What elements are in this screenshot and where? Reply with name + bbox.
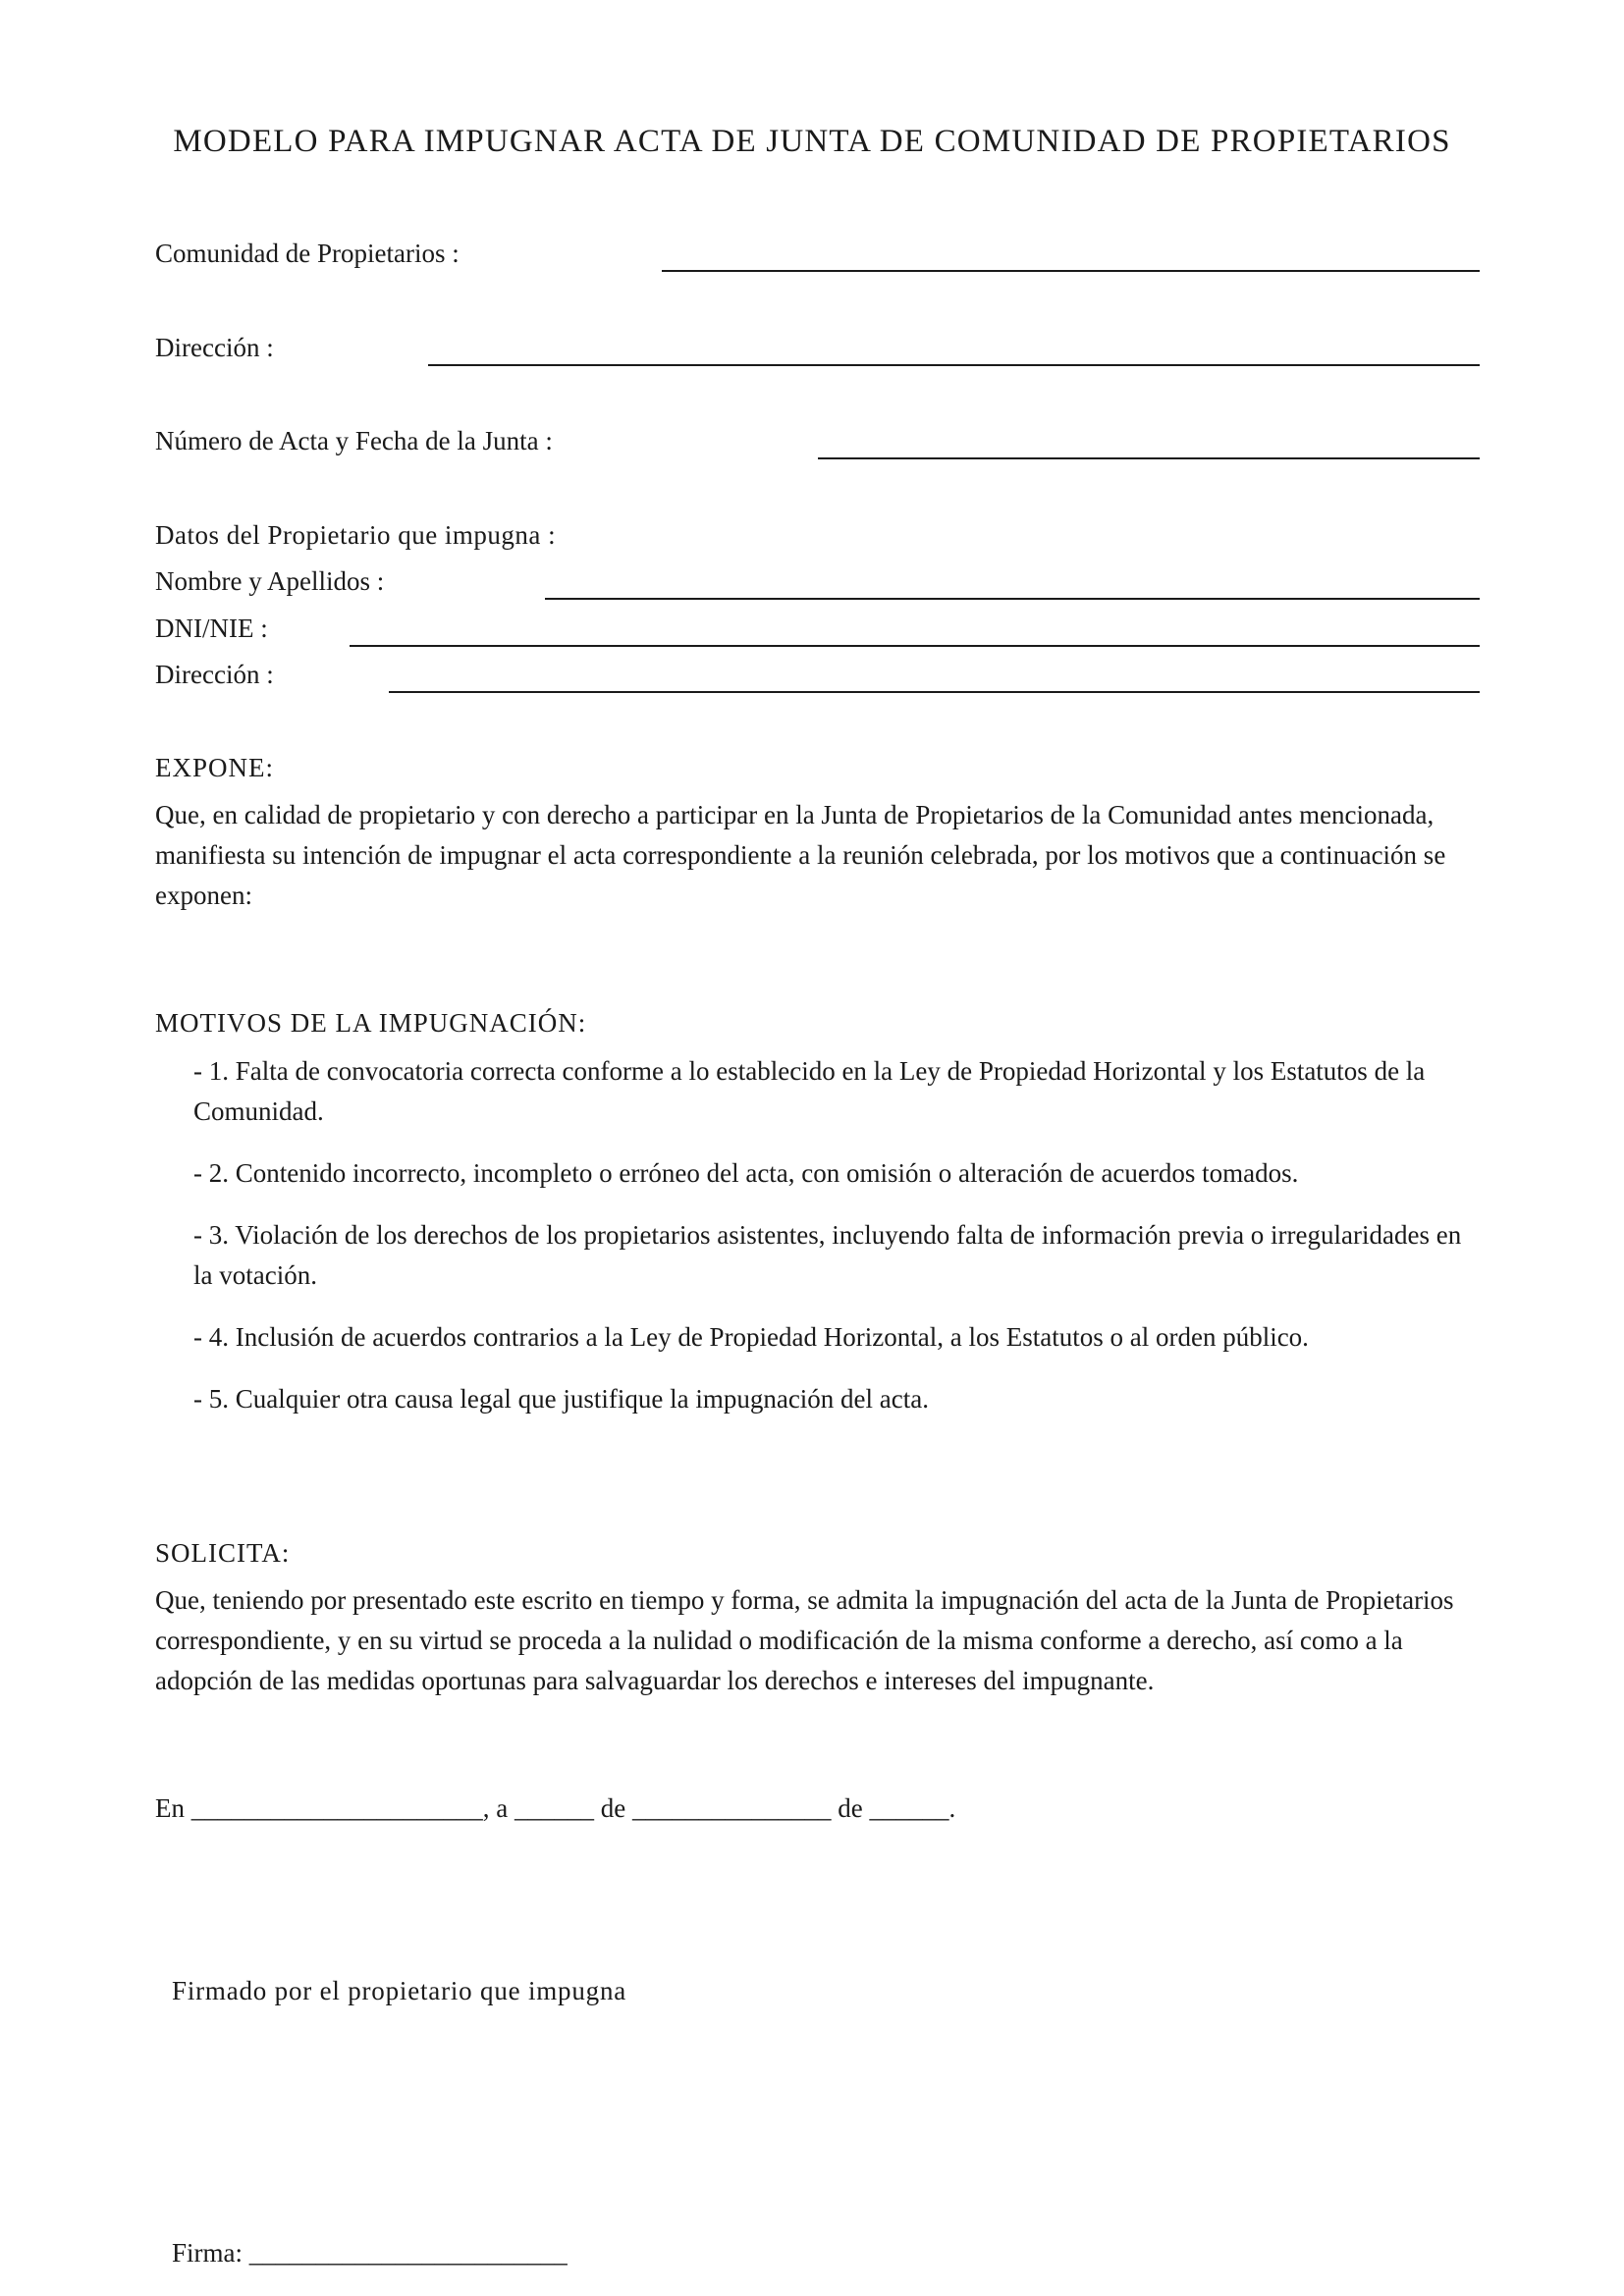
direccion-comunidad-label: Dirección : bbox=[155, 333, 274, 362]
comunidad-label: Comunidad de Propietarios : bbox=[155, 239, 460, 268]
solicita-text: Que, teniendo por presentado este escrito en tiempo y forma, se admita la impugnación del acta de la Junta de Propietarios correspondiente, y en su virtud se proceda a la nulidad o modificación de la misma conforme a derecho, así como a la adopción de las medidas oportunas para salvaguardar los derechos e intereses del impugnante. bbox=[155, 1585, 1454, 1695]
datos-propietario-label: Datos del Propietario que impugna : bbox=[155, 520, 557, 550]
firma-line[interactable]: Firma: ________________________ bbox=[172, 2238, 568, 2268]
comunidad-field-line[interactable] bbox=[662, 270, 1480, 272]
solicita-heading: SOLICITA: bbox=[155, 1538, 291, 1568]
direccion-comunidad-field-line[interactable] bbox=[428, 364, 1480, 366]
document-title: MODELO PARA IMPUGNAR ACTA DE JUNTA DE COMUNIDAD DE PROPIETARIOS bbox=[173, 124, 1451, 159]
firmado-text: Firmado por el propietario que impugna bbox=[172, 1976, 627, 2005]
dni-field-line[interactable] bbox=[350, 645, 1480, 647]
motivo-item: - 5. Cualquier otra causa legal que justifique la impugnación del acta. bbox=[193, 1384, 929, 1414]
expone-heading: EXPONE: bbox=[155, 753, 274, 782]
motivo-item: - 1. Falta de convocatoria correcta conforme a lo establecido en la Ley de Propiedad Horizontal y los Estatutos de la Comunidad. bbox=[193, 1056, 1426, 1126]
expone-text: Que, en calidad de propietario y con derecho a participar en la Junta de Propietarios de la Comunidad antes mencionada, manifiesta su intención de impugnar el acta correspondiente a la reunión celebrada, por los motivos que a continuación se exponen: bbox=[155, 800, 1446, 910]
numero-acta-label: Número de Acta y Fecha de la Junta : bbox=[155, 426, 553, 455]
dni-label: DNI/NIE : bbox=[155, 614, 268, 643]
direccion-propietario-field-line[interactable] bbox=[389, 691, 1480, 693]
motivo-item: - 2. Contenido incorrecto, incompleto o erróneo del acta, con omisión o alteración de acuerdos tomados. bbox=[193, 1158, 1299, 1188]
motivo-item: - 4. Inclusión de acuerdos contrarios a la Ley de Propiedad Horizontal, a los Estatutos o al orden público. bbox=[193, 1322, 1309, 1352]
nombre-field-line[interactable] bbox=[545, 598, 1480, 600]
motivo-item: - 3. Violación de los derechos de los propietarios asistentes, incluyendo falta de información previa o irregularidades en la votación. bbox=[193, 1220, 1462, 1290]
motivos-heading: MOTIVOS DE LA IMPUGNACIÓN: bbox=[155, 1008, 587, 1038]
numero-acta-field-line[interactable] bbox=[818, 457, 1480, 459]
lugar-fecha-line[interactable]: En ______________________, a ______ de _______________ de ______. bbox=[155, 1793, 956, 1823]
nombre-label: Nombre y Apellidos : bbox=[155, 566, 385, 596]
direccion-propietario-label: Dirección : bbox=[155, 660, 274, 689]
